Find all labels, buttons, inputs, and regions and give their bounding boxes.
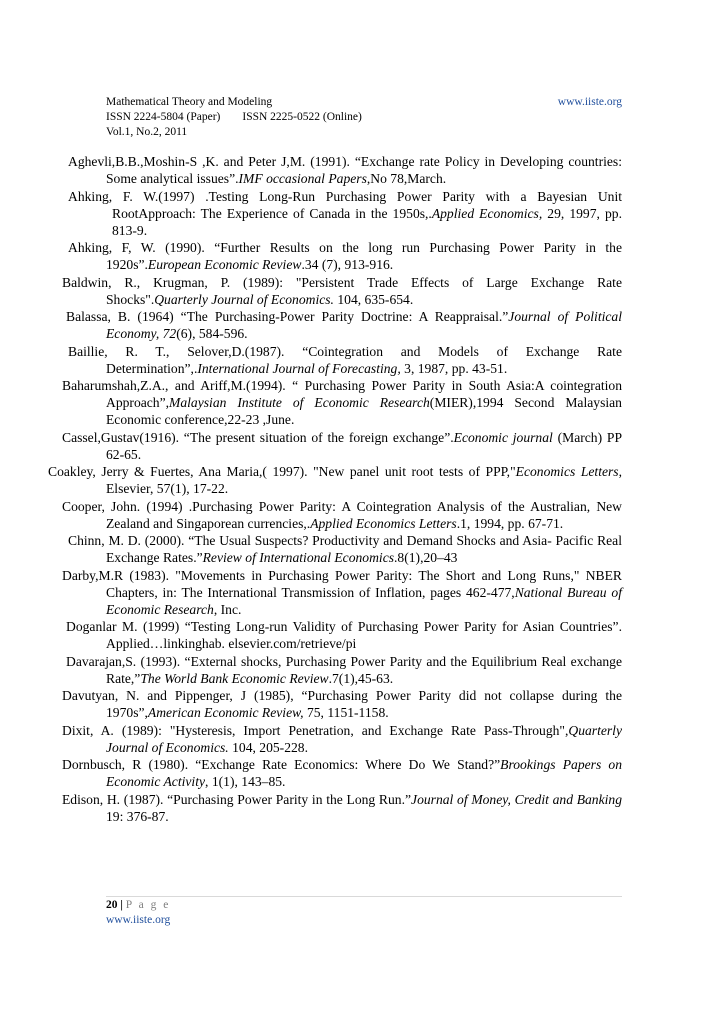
reference-item: Darby,M.R (1983). "Movements in Purchasing Power Parity: The Short and Long Runs," NBER Chapters, in: The International Transmission of Inflation, pages 462-477,National Bureau of Economic Research, Inc. xyxy=(62,567,622,617)
reference-item: Dixit, A. (1989): "Hysteresis, Import Penetration, and Exchange Rate Pass-Through",Quarterly Journal of Economics. 104, 205-228. xyxy=(62,722,622,755)
reference-item: Edison, H. (1987). “Purchasing Power Parity in the Long Run.”Journal of Money, Credit and Banking 19: 376-87. xyxy=(62,791,623,824)
reference-list xyxy=(48,153,622,825)
volume-line: Vol.1, No.2, 2011 xyxy=(106,126,188,138)
issn-paper: ISSN 2224-5804 (Paper) xyxy=(106,111,221,123)
footer-url-link[interactable]: www.iiste.org xyxy=(106,914,171,926)
page-number-line xyxy=(106,898,170,913)
reference-item: Aghevli,B.B.,Moshin-S ,K. and Peter J,M. (1991). “Exchange rate Policy in Developing countries: Some analytical issues”.IMF occasional Papers,No 78,March. xyxy=(68,154,622,186)
reference-item: Doganlar M. (1999) “Testing Long-run Validity of Purchasing Power Parity for Asian Countries”. Applied…linkinghab. elsevier.com/retrieve/pi xyxy=(66,619,622,651)
reference-item: Coakley, Jerry & Fuertes, Ana Maria,( 1997). "New panel unit root tests of PPP,"Economics Letters, Elsevier, 57(1), 17-22. xyxy=(48,464,622,496)
reference-item: Chinn, M. D. (2000). “The Usual Suspects? Productivity and Demand Shocks and Asia- Pacific Real Exchange Rates.”Review of International Economics.8(1),20–43 xyxy=(68,533,622,565)
reference-item: Cassel,Gustav(1916). “The present situation of the foreign exchange”.Economic journal (March) PP 62-65. xyxy=(62,429,623,462)
journal-title: Mathematical Theory and Modeling xyxy=(106,96,273,108)
page-separator: | xyxy=(120,899,123,911)
issn-line xyxy=(106,110,362,125)
reference-item: Baillie, R. T., Selover,D.(1987). “Cointegration and Models of Exchange Rate Determination”,.International Journal of Forecasting, 3, 1987, pp. 43-51. xyxy=(68,343,622,376)
header-url-link[interactable]: www.iiste.org xyxy=(557,96,622,108)
page-word: P a g e xyxy=(125,899,171,911)
reference-item: Dornbusch, R (1980). “Exchange Rate Economics: Where Do We Stand?”Brookings Papers on Economic Activity, 1(1), 143–85. xyxy=(62,757,622,789)
reference-item: Ahking, F. W.(1997) .Testing Long-Run Purchasing Power Parity with a Bayesian Unit RootApproach: The Experience of Canada in the 1950s,.Applied Economics, 29, 1997, pp. 813-9. xyxy=(68,188,622,238)
issn-online: ISSN 2225-0522 (Online) xyxy=(242,111,362,123)
footer-divider xyxy=(106,896,622,897)
page-footer xyxy=(106,898,170,928)
reference-item: Cooper, John. (1994) .Purchasing Power Parity: A Cointegration Analysis of the Australian, New Zealand and Singaporean currencies,.Applied Economics Letters.1, 1994, pp. 67-71. xyxy=(62,498,622,531)
reference-item: Balassa, B. (1964) “The Purchasing-Power Parity Doctrine: A Reappraisal.”Journal of Political Economy, 72(6), 584-596. xyxy=(66,309,622,341)
reference-item: Baharumshah,Z.A., and Ariff,M.(1994). “ Purchasing Power Parity in South Asia:A cointegration Approach”,Malaysian Institute of Economic Research(MIER),1994 Second Malaysian Economic conference,22-23 ,June. xyxy=(62,378,622,427)
page-number: 20 xyxy=(106,899,118,911)
reference-item: Ahking, F, W. (1990). “Further Results on the long run Purchasing Power Parity in the 1920s”.European Economic Review.34 (7), 913-916. xyxy=(68,240,622,272)
reference-item: Baldwin, R., Krugman, P. (1989): "Persistent Trade Effects of Large Exchange Rate Shocks".Quarterly Journal of Economics. 104, 635-654. xyxy=(62,274,622,307)
reference-item: Davutyan, N. and Pippenger, J (1985), “Purchasing Power Parity did not collapse during the 1970s”,American Economic Review, 75, 1151-1158. xyxy=(62,688,622,720)
reference-item: Davarajan,S. (1993). “External shocks, Purchasing Power Parity and the Equilibrium Real exchange Rate,”The World Bank Economic Review.7(1),45-63. xyxy=(66,653,622,686)
